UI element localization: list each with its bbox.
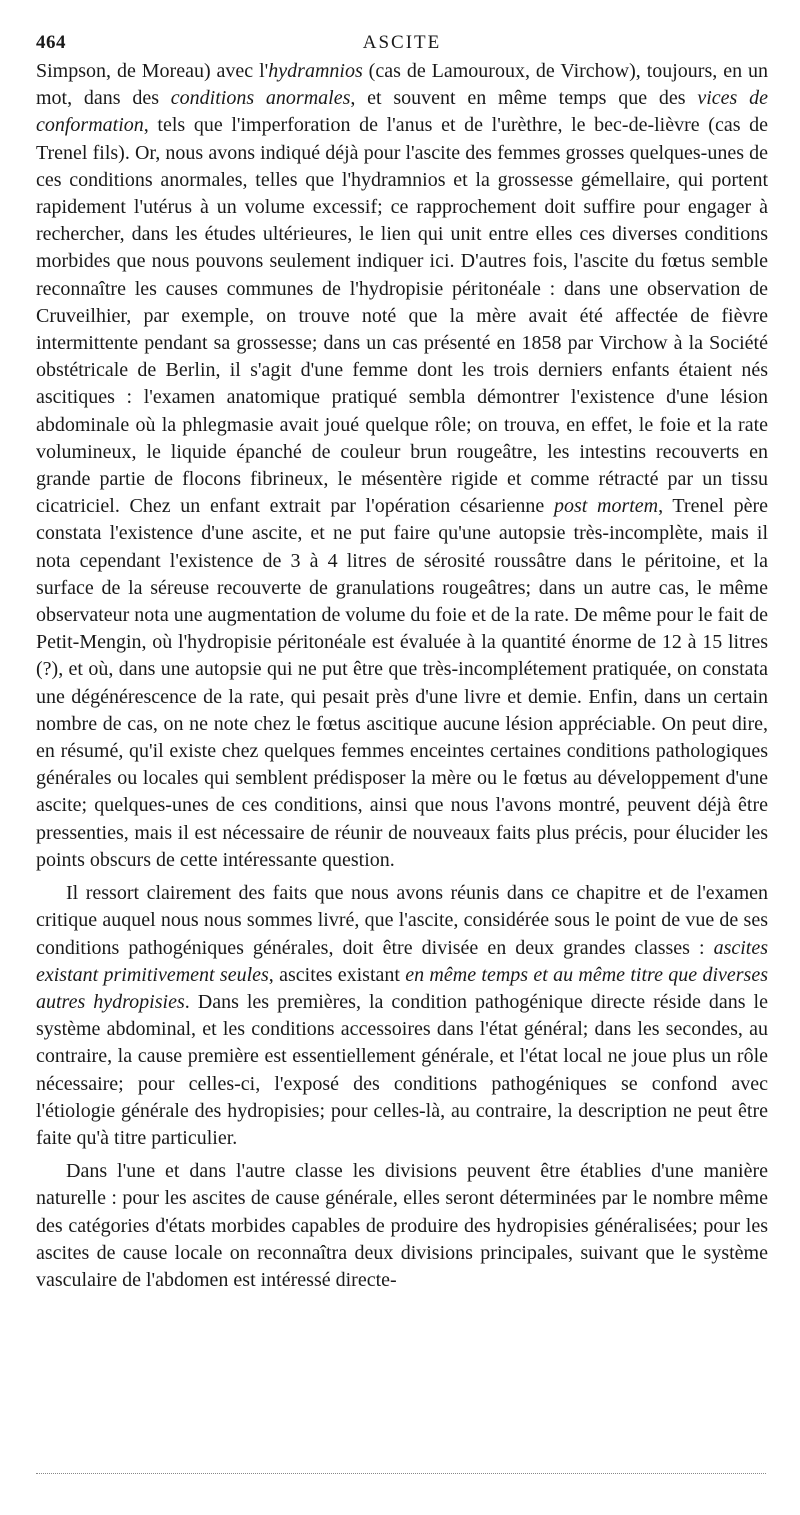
italic-segment: conditions anormales [170,87,351,110]
italic-segment: en même temps et au même titre que diverses autres hydropisies [36,963,768,1013]
text-segment: , Trenel père constata l'existence d'une ascite, et ne put faire qu'une autopsie très-incomplète, mais il nota cependant l'existence de 3 à 4 litres de sérosité roussâtre dans le péritoine, et la surface de la séreuse recouverte de granulations rougeâtres; dans un autre cas, le même observateur nota une augmentation de volume du foie et de la rate. De même pour le fait de Petit-Mengin, où l'hydropisie péritonéale est évaluée à la quantité énorme de 12 à 15 litres (?), et où, dans une autopsie qui ne put être que très-incomplétement pratiquée, on constata une dégénérescence de la rate, qui pesait près d'une livre et demie. Enfin, dans un certain nombre de cas, on ne note chez le fœtus ascitique aucune lésion appréciable. On peut dire, en résumé, qu'il existe chez quelques femmes enceintes certaines conditions pathologiques générales ou locales qui semblent prédisposer la mère ou le fœtus au développement d'une ascite; quelques-unes de ces conditions, ainsi que nous l'avons montré, peuvent déjà être pressenties, mais il est nécessaire de réunir de nouveaux faits plus précis, pour élucider les points obscurs de cette intéressante question. [36,495,768,871]
text-segment: , tels que l'imperforation de l'anus et de l'urèthre, le bec-de-lièvre (cas de Trenel fils). Or, nous avons indiqué déjà pour l'ascite des femmes grosses quelques-unes de ces conditions anormales, telles que l'hydramnios et la grossesse gémellaire, qui portent rapidement l'utérus à un volume excessif; ce rapprochement doit suffire pour engager à rechercher, dans les études ultérieures, le lien qui unit entre elles ces diverses conditions morbides que nous pouvons seulement indiquer ici. D'autres fois, l'ascite du fœtus semble reconnaître les causes communes de l'hydropisie péritonéale : dans une observation de Cruveilhier, par exemple, on trouve noté que la mère avait été affectée de fièvre intermittente pendant sa grossesse; dans un cas présenté en 1858 par Virchow à la Société obstétricale de Berlin, il s'agit d'une femme dont les trois derniers enfants étaient nés ascitiques : l'examen anatomique pratiqué sembla démontrer l'existence d'une lésion abdominale où la phlegmasie avait joué quelque rôle; on trouva, en effet, le foie et la rate volumineux, le liquide épanché de couleur brun rougeâtre, les intestins recouverts en grande partie de flocons fibrineux, le mésentère rigide et comme rétracté par un tissu cicatriciel. Chez un enfant extrait par l'opération césarienne [36,114,768,518]
body-text [36,58,768,1294]
page-header [36,28,768,58]
text-segment: Dans l'une et dans l'autre classe les divisions peuvent être établies d'une manière naturelle : pour les ascites de cause générale, elles seront déterminées par le nombre même des catégories d'états morbides capables de produire des hydropisies généralisées; pour les ascites de cause locale on reconnaîtra deux divisions principales, suivant que le système vasculaire de l'abdomen est intéressé directe- [36,1160,768,1291]
italic-segment: hydramnios [268,60,363,82]
text-segment: Il ressort clairement des faits que nous avons réunis dans ce chapitre et de l'examen critique auquel nous nous sommes livré, que l'ascite, considérée sous le point de vue de ses conditions pathogéniques générales, doit être divisée en deux grandes classes : [36,882,768,959]
italic-segment: post mortem [553,495,659,518]
text-segment: , et souvent en même temps que des [350,87,698,110]
paragraph-1 [36,58,768,874]
paragraph-2 [36,880,768,1152]
italic-segment: ascites existant primitivement seules [36,936,768,986]
text-segment: . Dans les premières, la condition pathogénique directe réside dans le système abdominal, et les conditions accessoires dans l'état général; dans les secondes, au contraire, la cause première est essentiellement générale, et l'état local ne joue plus un rôle nécessaire; pour celles-ci, l'exposé des conditions pathogéniques se confond avec l'étiologie générale des hydropisies; pour celles-là, au contraire, la description ne peut être faite qu'à titre particulier. [36,990,768,1149]
page-number: 464 [36,32,66,53]
text-segment: (cas de Lamouroux, de Virchow), toujours, en un mot, dans des [36,60,769,110]
paragraph-3 [36,1158,768,1294]
text-segment: Simpson, de Moreau) avec l' [36,60,269,82]
book-page [36,28,768,1294]
italic-segment: vices de conformation [36,87,768,137]
running-title: ASCITE [362,32,442,53]
text-segment: , ascites existant [268,963,406,986]
footer-dotted-rule [36,1473,766,1474]
